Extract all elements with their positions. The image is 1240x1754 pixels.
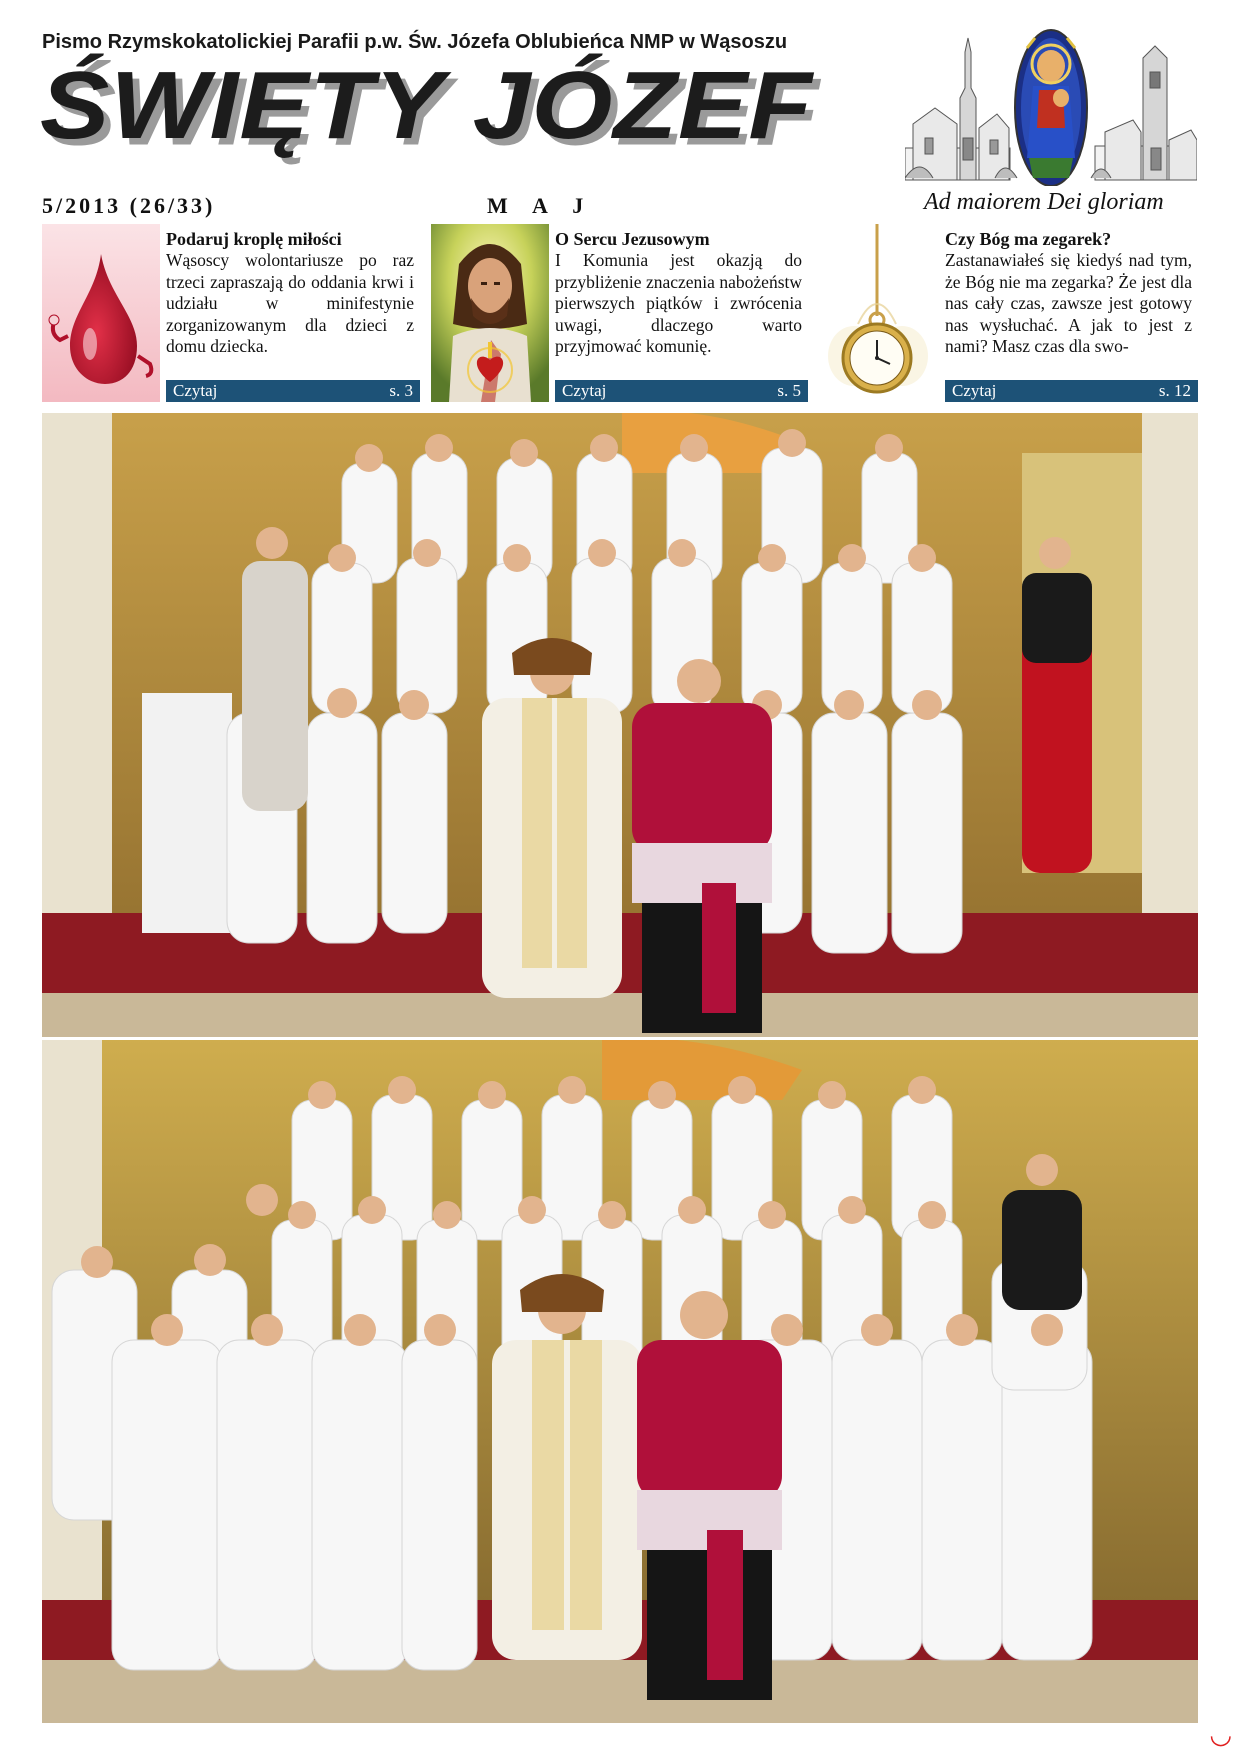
bishop-figure [637, 1291, 782, 1700]
teaser-body [945, 228, 1192, 378]
teaser-title: Czy Bóg ma zegarek? [945, 229, 1112, 249]
page-ref[interactable]: s. 12 [1158, 381, 1191, 400]
header-art [905, 28, 1197, 186]
teaser-sacred-heart [431, 224, 808, 402]
page-ref[interactable]: s. 3 [389, 381, 413, 400]
teaser-read-bar[interactable] [166, 380, 420, 402]
teaser-title: Podaruj kroplę miłości [166, 229, 342, 249]
teaser-body [166, 228, 414, 378]
corner-logo-icon: ◡ [1209, 1720, 1232, 1750]
motto: Ad maiorem Dei gloriam [924, 189, 1164, 215]
bishop-figure [632, 659, 772, 1033]
teaser-title: O Sercu Jezusowym [555, 229, 710, 249]
teaser-blood-donation [42, 224, 420, 402]
read-link[interactable]: Czytaj [952, 381, 997, 400]
read-link[interactable]: Czytaj [173, 381, 218, 400]
read-link[interactable]: Czytaj [562, 381, 607, 400]
teaser-text: Zastanawiałeś się kiedyś nad tym, że Bóg nie ma zegarka? Że jest dla nas cały czas, zawsze jest gotowy nas wysłuchać. A jak to jest z nami? Masz czas dla swo- [945, 250, 1192, 357]
teaser-body [555, 228, 802, 378]
teaser-text: Wąsoscy wolontariusze po raz trzeci zapraszają do oddania krwi i udziału w minifestynie zorganizowanym dla dzieci z domu dziecka. [166, 250, 414, 357]
masthead-title: ŚWIĘTY JÓZEF [40, 52, 813, 160]
page-ref[interactable]: s. 5 [777, 381, 801, 400]
issue-month: M A J [487, 193, 594, 218]
first-communion-group-photo [42, 1040, 1198, 1723]
church-sketch-icon [1091, 46, 1197, 180]
stained-glass-st-joseph-icon [1015, 30, 1087, 186]
first-communion-group-photo [42, 413, 1198, 1037]
publication-subtitle: Pismo Rzymskokatolickiej Parafii p.w. Św. Józefa Oblubieńca NMP w Wąsoszu [42, 31, 788, 53]
sacred-heart-image [431, 224, 549, 402]
church-sketch-icon [905, 38, 1017, 180]
teaser-god-clock [818, 224, 1198, 402]
pocket-watch-icon [818, 224, 936, 402]
issue-number: 5/2013 (26/33) [42, 193, 216, 218]
teaser-read-bar[interactable] [555, 380, 808, 402]
teaser-read-bar[interactable] [945, 380, 1198, 402]
blood-drop-icon [42, 224, 160, 402]
teaser-text: I Komunia jest okazją do przybliżenie znaczenia nabożeństw pierwszych piątków i zwrócenia uwagi, dlaczego warto przyjmować komunię. [555, 250, 802, 357]
